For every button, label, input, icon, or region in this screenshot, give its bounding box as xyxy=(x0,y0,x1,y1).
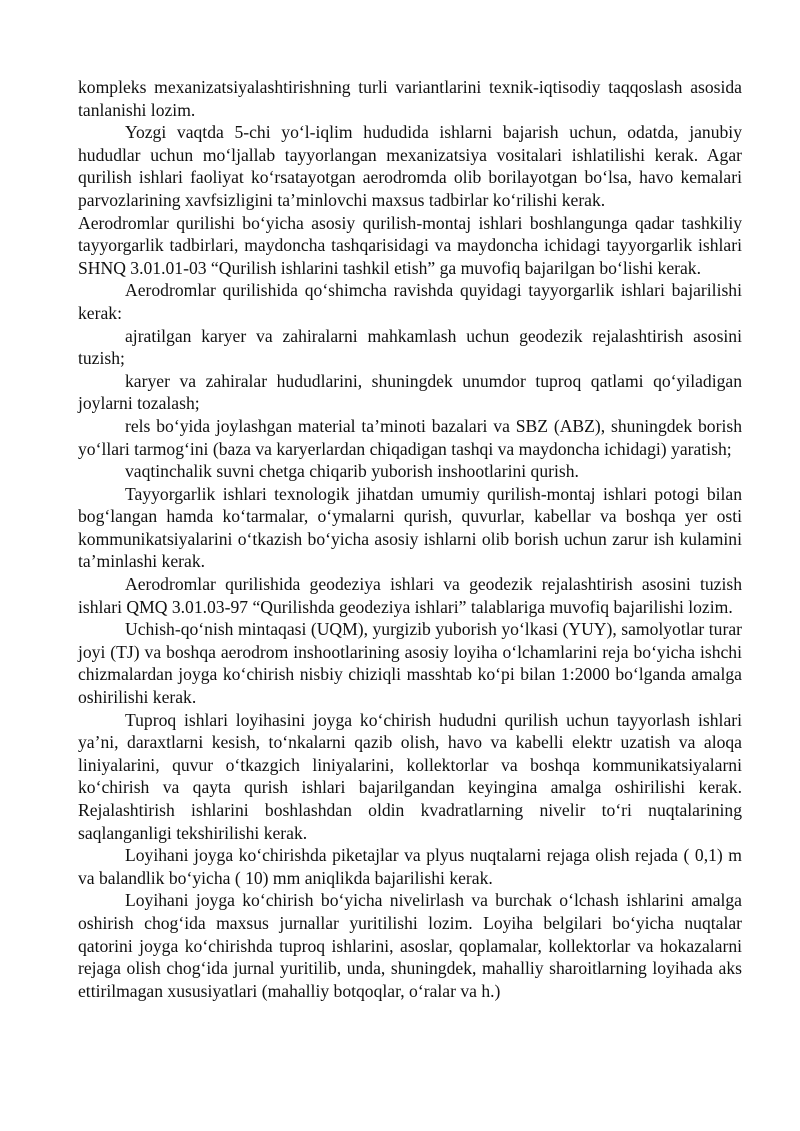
paragraph-10: Loyihani joyga ko‘chirish bo‘yicha nivelirlash va burchak o‘lchash ishlarini amalga oshirish chog‘ida maxsus jurnallar yuritilishi lozim. Loyiha belgilari bo‘yicha nuqtalar qatorini joyga ko‘chirishda tuproq ishlarini, asoslar, qoplamalar, kollektorlar va hokazalarni rejaga olish chog‘ida jurnal yuritilib, unda, shuningdek, mahalliy sharoitlarning loyihada aks ettirilmagan xususiyatlari (mahalliy botqoqlar, o‘ralar va h.) xyxy=(78,890,742,1001)
paragraph-8: Tuproq ishlari loyihasini joyga ko‘chirish hududni qurilish uchun tayyorlash ishlari ya’ni, daraxtlarni kesish, to‘nkalarni qazib olish, havo va kabelli elektr uzatish va aloqa liniyalarini, quvur o‘tkazgich liniyalarini, kollektorlar va boshqa kommunikatsiyalarni ko‘chirish va qayta qurish ishlari bajarilgandan keyingina amalga oshirilishi kerak. Rejalashtirish ishlarini boshlashdan oldin kvadratlarning nivelir to‘ri nuqtalarining saqlanganligi tekshirilishi kerak. xyxy=(78,709,742,843)
paragraph-3: Aerodromlar qurilishi bo‘yicha asosiy qurilish-montaj ishlari boshlangunga qadar tashkiliy tayyorgarlik tadbirlari, maydoncha tashqarisidagi va maydoncha ichidagi tayyorgarlik ishlari SHNQ 3.01.01-03 “Qurilish ishlarini tashkil etish” ga muvofiq bajarilgan bo‘lishi kerak. xyxy=(78,212,742,278)
list-item-1: ajratilgan karyer va zahiralarni mahkamlash uchun geodezik rejalashtirish asosini tuzish; xyxy=(78,325,742,369)
list-item-2: karyer va zahiralar hududlarini, shuningdek unumdor tuproq qatlami qo‘yiladigan joylarni tozalash; xyxy=(78,370,742,414)
list-item-3: rels bo‘yida joylashgan material ta’minoti bazalari va SBZ (ABZ), shuningdek borish yo‘llari tarmog‘ini (baza va karyerlardan chiqadigan tashqi va maydoncha ichidagi) yaratish; xyxy=(78,415,742,459)
paragraph-9: Loyihani joyga ko‘chirishda piketajlar va plyus nuqtalarni rejaga olish rejada ( 0,1) m va balandlik bo‘yicha ( 10) mm aniqlikda bajarilishi kerak. xyxy=(78,845,742,888)
paragraph-2: Yozgi vaqtda 5-chi yo‘l-iqlim hududida ishlarni bajarish uchun, odatda, janubiy hududlar uchun mo‘ljallab tayyorlangan mexanizatsiya vositalari ishlatilishi kerak. Agar qurilish ishlari faoliyat ko‘rsatayotgan aerodromda olib borilayotgan bo‘lsa, havo kemalari parvozlarining xavfsizligini ta’minlovchi maxsus tadbirlar ko‘rilishi kerak. xyxy=(78,122,742,210)
list-item-4: vaqtinchalik suvni chetga chiqarib yuborish inshootlarini qurish. xyxy=(125,461,579,482)
paragraph-6: Aerodromlar qurilishida geodeziya ishlari va geodezik rejalashtirish asosini tuzish ishlari QMQ 3.01.03-97 “Qurilishda geodeziya ishlari” talablariga muvofiq bajarilishi lozim. xyxy=(78,574,742,617)
paragraph-4: Aerodromlar qurilishida qo‘shimcha ravishda quyidagi tayyorgarlik ishlari bajarilishi kerak: xyxy=(78,280,742,323)
paragraph-5: Tayyorgarlik ishlari texnologik jihatdan umumiy qurilish-montaj ishlari potogi bilan bog‘langan hamda ko‘tarmalar, o‘ymalarni qurish, quvurlar, kabellar va boshqa yer osti kommunikatsiyalarini o‘tkazish bo‘yicha asosiy ishlarni olib borish uchun zarur ish kulamini ta’minlashi kerak. xyxy=(78,483,742,572)
paragraph-1: kompleks mexanizatsiyalashtirishning turli variantlarini texnik-iqtisodiy taqqoslash asosida tanlanishi lozim. xyxy=(78,77,742,120)
document-page xyxy=(78,76,742,1002)
paragraph-7: Uchish-qo‘nish mintaqasi (UQM), yurgizib yuborish yo‘lkasi (YUY), samolyotlar turar joyi (TJ) va boshqa aerodrom inshootlarining asosiy loyiha o‘lchamlarini reja bo‘yicha ishchi chizmalardan joyga ko‘chirish nisbiy chiziqli masshtab ko‘pi bilan 1:2000 bo‘lganda amalga oshirilishi kerak. xyxy=(78,619,742,708)
